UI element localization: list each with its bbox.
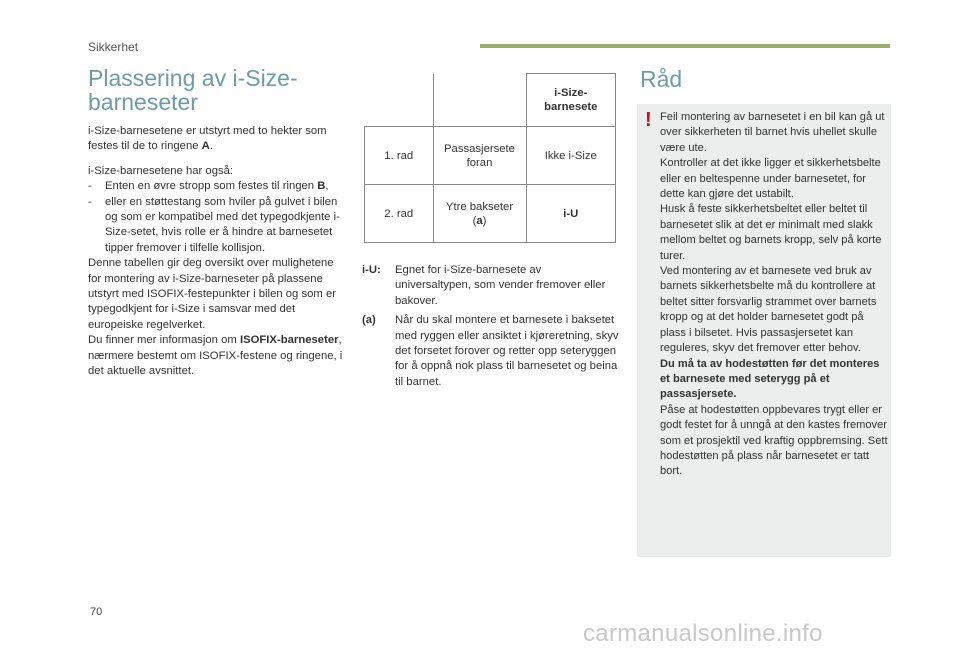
advice-paragraph: Husk å feste sikkerhetsbeltet eller beltet til barnesetet slik at det er minimalt med slakk mellom beltet og barnets kropp, selv på korte turer. [660,203,882,262]
seat-label: Ytre bakseter [445,200,514,213]
section-label: Sikkerhet [88,40,139,54]
table-cell-value: Ikke i-Size [526,127,616,185]
advice-paragraph: Kontroller at det ikke ligger et sikkerhetsbelte eller en beltespenne under barnesetet, for dette kan gjøre det ustabilt. [660,157,881,201]
advice-warning-bold [660,357,888,403]
list-item-1-text: Enten en øvre stropp som festes til ringen [105,180,318,193]
intro-paragraph-4 [88,333,348,379]
seat-label: Passasjersete foran [444,142,515,169]
list-item-2-text: eller en støttestang som hviler på gulvet i bilen og som er kompatibel med det typegodkjente i-Size-setet, hvis rolle er å hindre at barnesetet tipper fremover i tilfelle kollisjon. [105,195,340,254]
intro-paragraph-1 [88,124,348,155]
page-number: 70 [90,606,103,618]
table-column-header: i-Size-barnesete [526,74,616,127]
table-cell-seat: Ytre bakseter (a) [433,185,526,243]
legend-text: Når du skal montere et barnesete i baksetet med ryggen eller ansiktet i kjøreretning, skyv det forsetet forover og retter opp seteryggen for å oppnå nok plass til barnesetet og beina til barnet. [395,314,619,388]
page-title: Plassering av i-Size-barneseter [88,65,298,115]
advice-paragraph: Ved montering av et barnesete ved bruk av barnets sikkerhetsbelte må du kontrollere at beltet sitter forsvarlig strammet over barnets kropp og at det holder barnesetet godt på plass i bilsetet. Hvis passasjersetet kan reguleres, skyv det fremover etter behov. [660,265,877,355]
legend-key: (a) [362,314,376,327]
table-cell-value: i-U [526,185,616,243]
table-corner [433,74,526,127]
intro-p4-end: , nærmere bestemt om ISOFIX-festene og ringene, i det aktuelle avsnittet. [88,334,343,378]
isize-table [364,73,616,243]
advice-bold-text: Du må ta av hodestøtten før det monteres et barnesete med seterygg på et passasjersete. [660,357,880,401]
advice-title: Råd [640,66,683,92]
intro-p1-end: . [209,140,213,153]
table-cell-row: 2. rad [365,185,434,243]
intro-p1-text: i-Size-barnesetene er utstyrt med to hekter som festes til de to ringene [88,125,327,153]
table-cell-row: 1. rad [365,127,434,185]
list-item-1-end: , [325,180,329,193]
header-rule [480,44,890,48]
legend-key: i-U: [362,264,381,276]
legend-item [362,263,620,309]
table-row [365,127,616,185]
list-item [88,179,348,194]
table-header-row [365,74,616,127]
list-dash: - [88,180,92,193]
table-legend [362,263,620,394]
warning-icon: ! [645,109,652,131]
legend-item [362,313,620,390]
ring-b-label: B [317,180,326,193]
intro-paragraph-3: Denne tabellen gir deg oversikt over mulighetene for montering av i-Size-barneseter på plassene utstyrt med ISOFIX-festepunkter i bilen og som er typegodkjent for i-Size i samsvar med det europeiske regelverket. [88,257,337,331]
legend-text: Egnet for i-Size-barnesete av universaltypen, som vender fremover eller bakover. [395,264,606,307]
table-cell-seat [433,127,526,185]
list-dash: - [88,195,92,208]
table-corner [365,74,434,127]
intro-paragraph-2: i-Size-barnesetene har også: [88,164,234,177]
advice-paragraph: Feil montering av barnesetet i en bil kan gå ut over sikkerheten til barnet hvis uhellet skulle være ute. [660,111,885,154]
table-row [365,185,616,243]
ring-a-label: A [201,140,210,153]
watermark: carmanualsonline.info [583,620,823,647]
advice-text [660,110,888,480]
intro-text [88,124,348,380]
advice-paragraph: Påse at hodestøtten oppbevares trygt eller er godt festet for å unngå at den kastes fremover som et prosjektil ved kraftig oppbremsing. Sett hodestøtten på plass når barnesetet er tatt bort. [660,403,888,478]
isofix-reference: ISOFIX-barneseter [239,334,339,347]
list-item [88,195,348,257]
seat-note-ref: a [476,214,483,227]
intro-p4-text: Du finner mer informasjon om [88,334,240,347]
